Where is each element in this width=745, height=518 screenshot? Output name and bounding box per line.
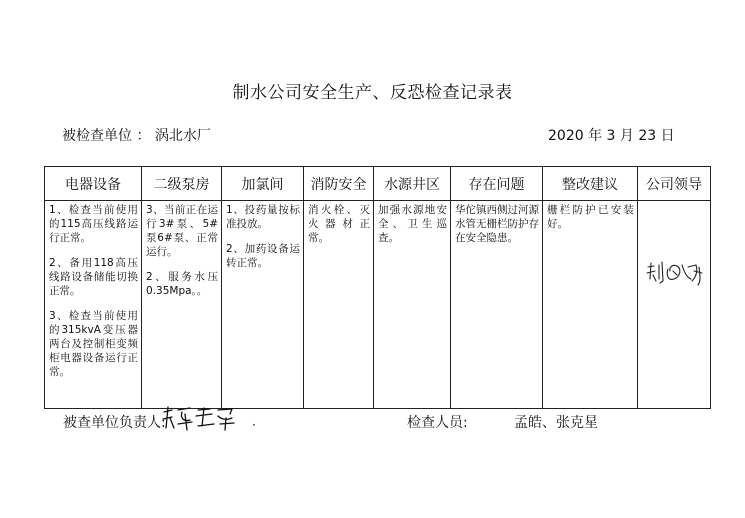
cell-issues: 华佗镇西侧过河源水管无栅栏防护存在安全隐患。 <box>451 201 543 409</box>
chlorine-item-1: 1、投药量按标准投放。 <box>226 204 300 230</box>
footer-dot: · <box>252 418 256 432</box>
pump-item-1: 3、当前正在运行3#泵、5#泵6#泵、正常运行。 <box>146 204 218 258</box>
page-title: 制水公司安全生产、反恐检查记录表 <box>232 83 513 103</box>
header-issues: 存在问题 <box>451 167 543 201</box>
table-header-row <box>45 167 711 201</box>
cell-suggestions: 栅栏防护已安装好。 <box>543 201 638 409</box>
cell-fire-safety: 消火栓、灭火器材正常。 <box>304 201 374 409</box>
inspected-unit-label: 被检查单位 ： <box>62 128 151 144</box>
chlorine-item-2: 2、加药设备运转正常。 <box>226 243 300 269</box>
cell-leader-signature <box>638 201 711 409</box>
responsible-label: 被查单位负责人: <box>63 415 166 431</box>
leader-signature-image <box>644 257 706 291</box>
responsible-signature-image <box>160 404 240 432</box>
header-electrical: 电器设备 <box>45 167 142 201</box>
cell-water-source: 加强水源地安全、卫生巡查。 <box>374 201 451 409</box>
table-row <box>45 201 711 409</box>
cell-pump-room <box>142 201 222 409</box>
inspected-unit <box>62 125 211 145</box>
inspectors-label: 检查人员: <box>407 415 468 431</box>
header-water-source: 水源井区 <box>374 167 451 201</box>
header-suggestions: 整改建议 <box>543 167 638 201</box>
cell-electrical <box>45 201 142 409</box>
header-chlorine-room: 加氯间 <box>222 167 304 201</box>
inspected-unit-value: 涡北水厂 <box>154 128 211 144</box>
pump-item-2: 2、服务水压0.35Mpa。。 <box>146 271 218 297</box>
electrical-item-2: 2、备用118高压线路设备储能切换正常。 <box>49 257 138 297</box>
header-pump-room: 二级泵房 <box>142 167 222 201</box>
electrical-item-3: 3、检查当前使用的315kvA变压器两台及控制柜变频柜电器设备运行正常。 <box>49 310 138 378</box>
inspection-table <box>44 166 711 409</box>
inspection-date: 2020 年 3 月 23 日 <box>548 128 675 144</box>
header-leader: 公司领导 <box>638 167 711 201</box>
cell-chlorine-room <box>222 201 304 409</box>
electrical-item-1: 1、检查当前使用的115高压线路运行正常。 <box>49 204 138 244</box>
inspectors-names: 孟皓、张克星 <box>514 415 598 431</box>
header-fire-safety: 消防安全 <box>304 167 374 201</box>
